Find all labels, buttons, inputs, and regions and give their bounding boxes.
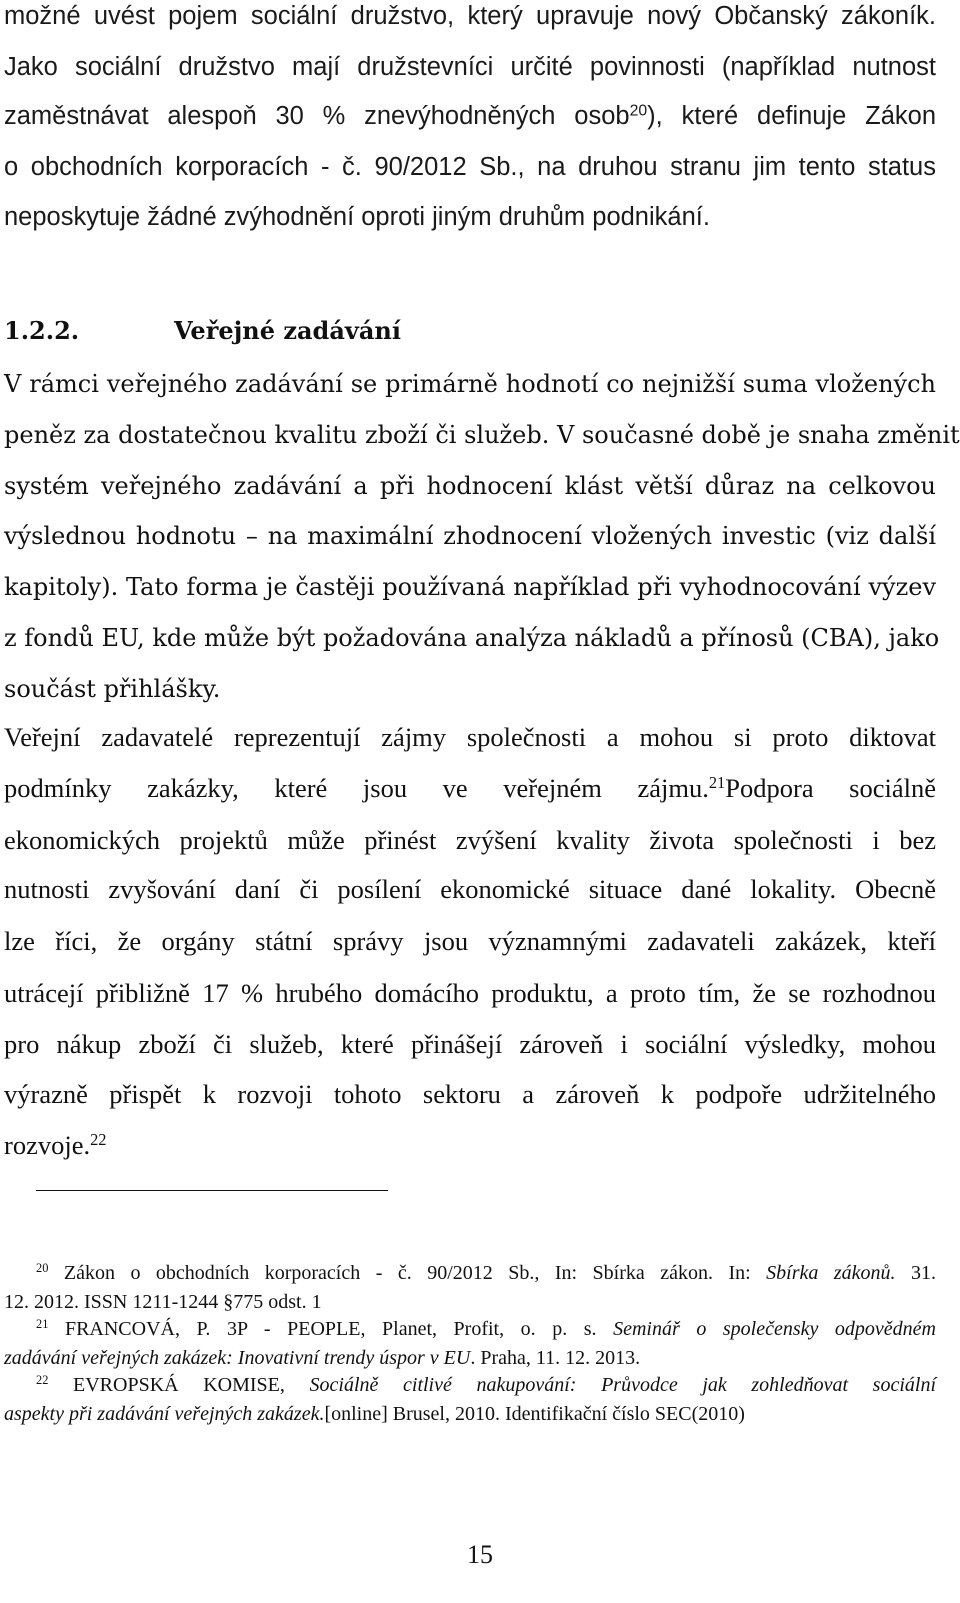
footnote-text: 31.	[895, 1262, 936, 1284]
footnote-italic: Sbírka zákonů.	[766, 1262, 896, 1284]
footnote-22	[36, 1374, 936, 1397]
body-line	[4, 773, 936, 804]
body-line: neposkytuje žádné zvýhodnění oproti jiným druhům podnikání.	[4, 203, 710, 231]
footnote-italic: Sociálně citlivé nakupování: Průvodce jak zohledňovat sociální	[309, 1374, 936, 1396]
body-text: ), které definuje Zákon	[647, 102, 936, 130]
footnote-italic: Seminář o společensky odpovědném	[613, 1318, 937, 1340]
footnote-ref-22[interactable]: 22	[90, 1129, 107, 1149]
body-line: Jako sociální družstvo mají družstevníci určité povinnosti (například nutnost	[4, 53, 936, 81]
body-line: o obchodních korporacích - č. 90/2012 Sb., na druhou stranu jim tento status	[4, 153, 936, 181]
body-line: systém veřejného zadávání a při hodnocení klást větší důraz na celkovou	[4, 472, 936, 500]
body-line: Veřejní zadavatelé reprezentují zájmy společnosti a mohou si proto diktovat	[4, 722, 936, 752]
footnote-number: 22	[36, 1373, 49, 1388]
footnote-text: [online] Brusel, 2010. Identifikační číslo SEC(2010)	[324, 1403, 745, 1425]
footnote-separator	[36, 1190, 388, 1191]
body-line: kapitoly). Tato forma je častěji používaná například při vyhodnocování výzev	[4, 573, 936, 601]
body-line: z fondů EU, kde může být požadována analýza nákladů a přínosů (CBA), jako	[4, 624, 940, 652]
footnote-20-cont: 12. 2012. ISSN 1211-1244 §775 odst. 1	[4, 1291, 322, 1313]
body-line	[4, 1130, 936, 1161]
footnote-21-cont	[4, 1347, 936, 1370]
section-number: 1.2.2.	[4, 316, 80, 345]
body-line: lze říci, že orgány státní správy jsou významnými zadavateli zakázek, kteří	[4, 926, 936, 956]
footnote-text: . Praha, 11. 12. 2013.	[470, 1347, 641, 1369]
body-line	[4, 102, 936, 131]
footnote-number: 20	[36, 1261, 49, 1276]
footnote-text: FRANCOVÁ, P. 3P - PEOPLE, Planet, Profit, o. p. s.	[64, 1318, 614, 1340]
body-text: Podpora sociálně	[725, 773, 936, 803]
footnote-number: 21	[36, 1317, 49, 1332]
footnote-italic: zadávání veřejných zakázek: Inovativní trendy úspor v EU	[4, 1347, 471, 1369]
footnote-italic: aspekty při zadávání veřejných zakázek.	[4, 1403, 325, 1425]
body-line: V rámci veřejného zadávání se primárně hodnotí co nejnižší suma vložených	[4, 370, 936, 398]
body-line: utrácejí přibližně 17 % hrubého domácího produktu, a proto tím, že se rozhodnou	[4, 978, 936, 1008]
page-number: 15	[467, 1540, 493, 1569]
body-line: pro nákup zboží či služeb, které přinášejí zároveň i sociální výsledky, mohou	[4, 1029, 936, 1059]
footnote-ref-21[interactable]: 21	[708, 772, 726, 792]
section-title: Veřejné zadávání	[174, 316, 401, 345]
footnote-20	[36, 1262, 936, 1285]
body-line: ekonomických projektů může přinést zvýšení kvality života společnosti i bez	[4, 825, 936, 855]
body-line: výslednou hodnotu – na maximální zhodnocení vložených investic (viz další	[4, 522, 936, 550]
body-line: možné uvést pojem sociální družstvo, který upravuje nový Občanský zákoník.	[4, 2, 936, 30]
body-text: rozvoje.	[4, 1130, 91, 1160]
footnote-text: Zákon o obchodních korporacích - č. 90/2012 Sb., In: Sbírka zákon. In:	[63, 1262, 767, 1284]
body-line: peněz za dostatečnou kvalitu zboží či služeb. V současné době je snaha změnit	[4, 421, 960, 449]
section-heading	[4, 316, 401, 345]
footnote-ref-20[interactable]: 20	[629, 102, 648, 120]
body-line: nutnosti zvyšování daní či posílení ekonomické situace dané lokality. Obecně	[4, 874, 936, 904]
body-text: podmínky zakázky, které jsou ve veřejném zájmu.	[4, 773, 709, 803]
footnote-22-cont	[4, 1403, 936, 1426]
footnote-text: EVROPSKÁ KOMISE,	[73, 1374, 310, 1396]
body-line: výrazně přispět k rozvoji tohoto sektoru a zároveň k podpoře udržitelného	[4, 1079, 936, 1109]
body-line: součást přihlášky.	[4, 675, 221, 703]
body-text: zaměstnávat alespoň 30 % znevýhodněných osob	[4, 102, 630, 130]
footnote-21	[36, 1318, 936, 1341]
